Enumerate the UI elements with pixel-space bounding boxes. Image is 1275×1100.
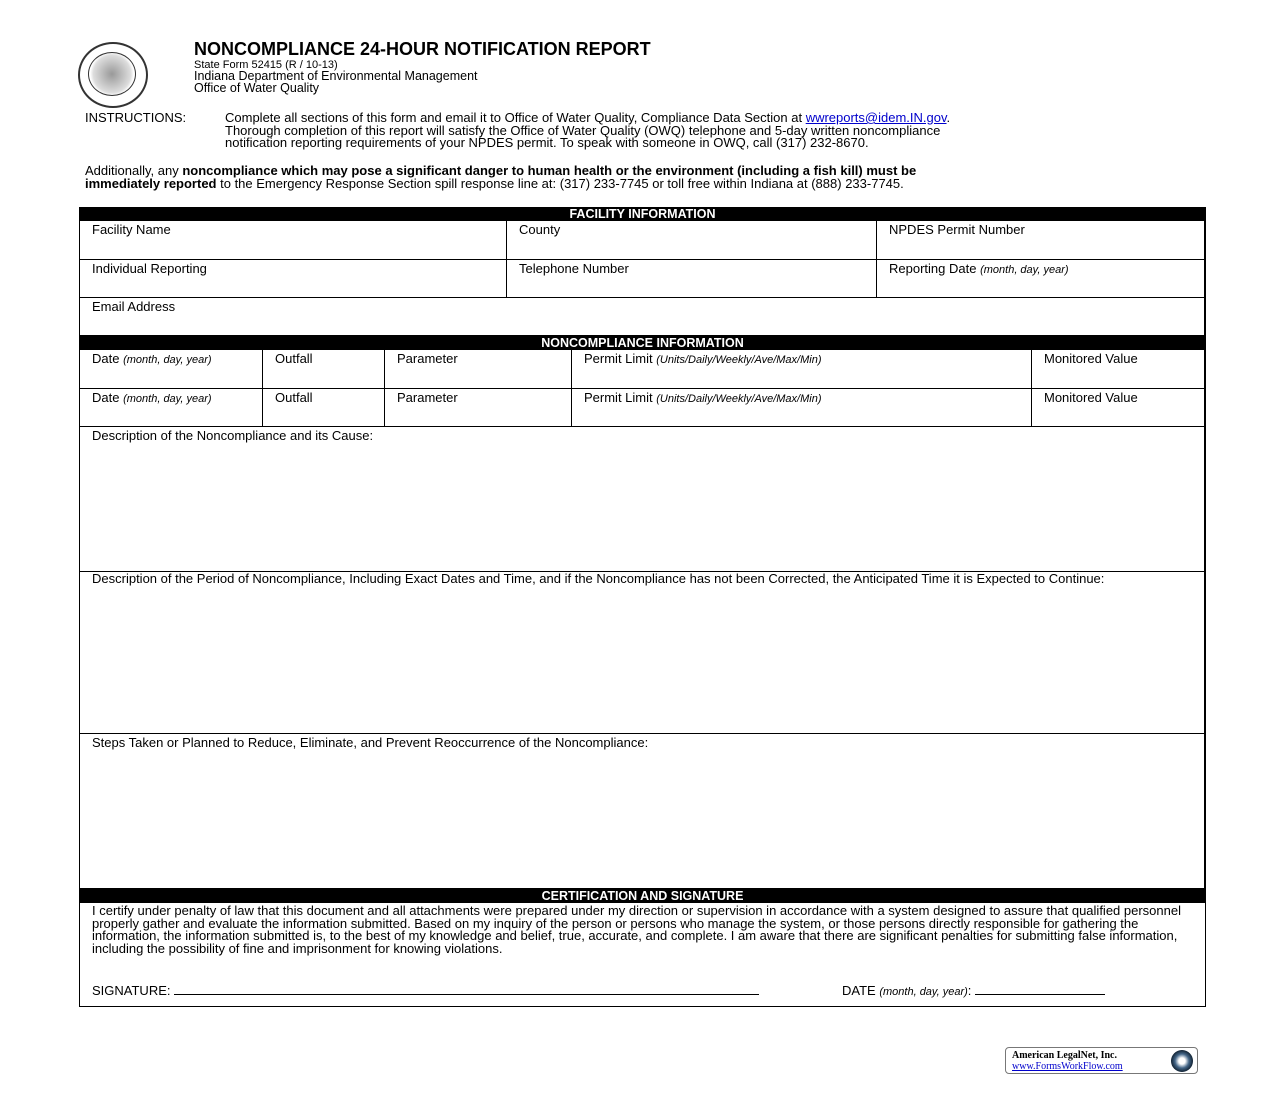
monitored-value-field-row2[interactable] [1032, 389, 1205, 427]
globe-icon [1171, 1050, 1193, 1072]
npdes-field[interactable] [877, 221, 1205, 260]
facility-name-field[interactable] [80, 221, 507, 260]
office: Office of Water Quality [194, 81, 320, 95]
label: Parameter [397, 390, 458, 405]
description-field[interactable] [80, 427, 1205, 572]
form-title: NONCOMPLIANCE 24-HOUR NOTIFICATION REPORT [194, 39, 651, 59]
instructions-line2: Thorough completion of this report will satisfy the Office of Water Quality (OWQ) telephone and 5-day written noncompliance [225, 122, 941, 138]
label: Individual Reporting [92, 261, 207, 276]
parameter-field-row1[interactable] [385, 350, 572, 389]
date-line[interactable]: DATE (month, day, year): [842, 983, 1105, 998]
company: American LegalNet, Inc. [1012, 1050, 1117, 1061]
label: Email Address [92, 299, 176, 314]
hint: (month, day, year) [980, 264, 1069, 276]
county-field[interactable] [507, 221, 877, 260]
label: Description of the Period of Noncompliance, Including Exact Dates and Time, and if the Noncompliance has not been Corrected, the Anticipated Time it is Expected to Continue: [92, 571, 1105, 586]
hint: (Units/Daily/Weekly/Ave/Max/Min) [656, 393, 822, 405]
date-label: DATE [842, 983, 876, 998]
label: Facility Name [92, 222, 171, 237]
label: Date [92, 351, 120, 366]
hint: (month, day, year) [123, 393, 212, 405]
steps-field[interactable] [80, 734, 1205, 889]
instructions: INSTRUCTIONS: Complete all sections of this form and email it to Office of Water Quality, Compliance Data Section at wwreports@idem.IN.gov. Thorough completion of this report will satisfy the Office of Water Quality (OWQ) telephone and 5-day written noncompliance notification reporting requirements of your NPDES permit. To speak with someone in OWQ, call (317) 232-8670. [85, 110, 951, 150]
indiana-seal-logo [78, 42, 148, 108]
date-field-row1[interactable] [80, 350, 263, 389]
facility-header: FACILITY INFORMATION [80, 207, 1205, 221]
reporting-date-field[interactable] [877, 260, 1205, 298]
individual-field[interactable] [80, 260, 507, 298]
instructions-label: INSTRUCTIONS: [85, 110, 187, 125]
form-number: State Form 52415 (R / 10-13) [194, 59, 338, 71]
department: Indiana Department of Environmental Management [194, 69, 478, 83]
period-field[interactable] [80, 572, 1205, 734]
email-link[interactable]: wwreports@idem.IN.gov [805, 110, 947, 125]
notice-bold: noncompliance which may pose a significant danger to human health or the environment (including a fish kill) must be [182, 163, 917, 178]
label: Date [92, 390, 120, 405]
instructions-line3: notification reporting requirements of your NPDES permit. To speak with someone in OWQ, call (317) 232-8670. [225, 135, 869, 150]
additional-notice [85, 164, 916, 190]
label: Monitored Value [1044, 390, 1138, 405]
certification-text: I certify under penalty of law that this document and all attachments were prepared under my direction or supervision in accordance with a system designed to assure that qualified personnel properly gather and evaluate the information submitted. Based on my inquiry of the person or persons who manage the system, or those persons directly responsible for gathering the information, the information submitted is, to the best of my knowledge and belief, true, accurate, and complete. I am aware that there are significant penalties for submitting false information, including the possibility of fine and imprisonment for knowing violations. [92, 903, 1181, 956]
hint: (Units/Daily/Weekly/Ave/Max/Min) [656, 354, 822, 366]
label: NPDES Permit Number [889, 222, 1025, 237]
hint: (month, day, year) [879, 986, 968, 998]
label: Telephone Number [519, 261, 629, 276]
monitored-value-field-row1[interactable] [1032, 350, 1205, 389]
telephone-field[interactable] [507, 260, 877, 298]
label: Steps Taken or Planned to Reduce, Eliminate, and Prevent Reoccurrence of the Noncompliance: [92, 735, 649, 750]
permit-limit-field-row2[interactable] [572, 389, 1032, 427]
signature-line[interactable] [92, 983, 759, 998]
label: Monitored Value [1044, 351, 1138, 366]
url-link[interactable]: www.FormsWorkFlow.com [1012, 1061, 1123, 1072]
outfall-field-row2[interactable] [263, 389, 385, 427]
instructions-line1: Complete all sections of this form and email it to Office of Water Quality, Compliance Data Section at [225, 110, 806, 125]
date-field-row2[interactable] [80, 389, 263, 427]
label: Outfall [275, 351, 313, 366]
label: Permit Limit [584, 390, 653, 405]
notice-text: Additionally, any [85, 163, 183, 178]
parameter-field-row2[interactable] [385, 389, 572, 427]
hint: (month, day, year) [123, 354, 212, 366]
label: Permit Limit [584, 351, 653, 366]
label: Outfall [275, 390, 313, 405]
notice-bold-2: immediately reported [85, 176, 217, 191]
permit-limit-field-row1[interactable] [572, 350, 1032, 389]
label: Parameter [397, 351, 458, 366]
notice-text-2: to the Emergency Response Section spill response line at: (317) 233-7745 or toll free within Indiana at (888) 233-7745. [216, 176, 904, 191]
outfall-field-row1[interactable] [263, 350, 385, 389]
label: Description of the Noncompliance and its Cause: [92, 428, 374, 443]
signature-label: SIGNATURE: [92, 983, 171, 998]
certification-header: CERTIFICATION AND SIGNATURE [80, 889, 1205, 903]
noncompliance-header: NONCOMPLIANCE INFORMATION [80, 336, 1205, 350]
legalnet-logo[interactable] [1005, 1047, 1198, 1074]
label: County [519, 222, 561, 237]
label: Reporting Date [889, 261, 977, 276]
email-field[interactable] [80, 298, 1205, 336]
